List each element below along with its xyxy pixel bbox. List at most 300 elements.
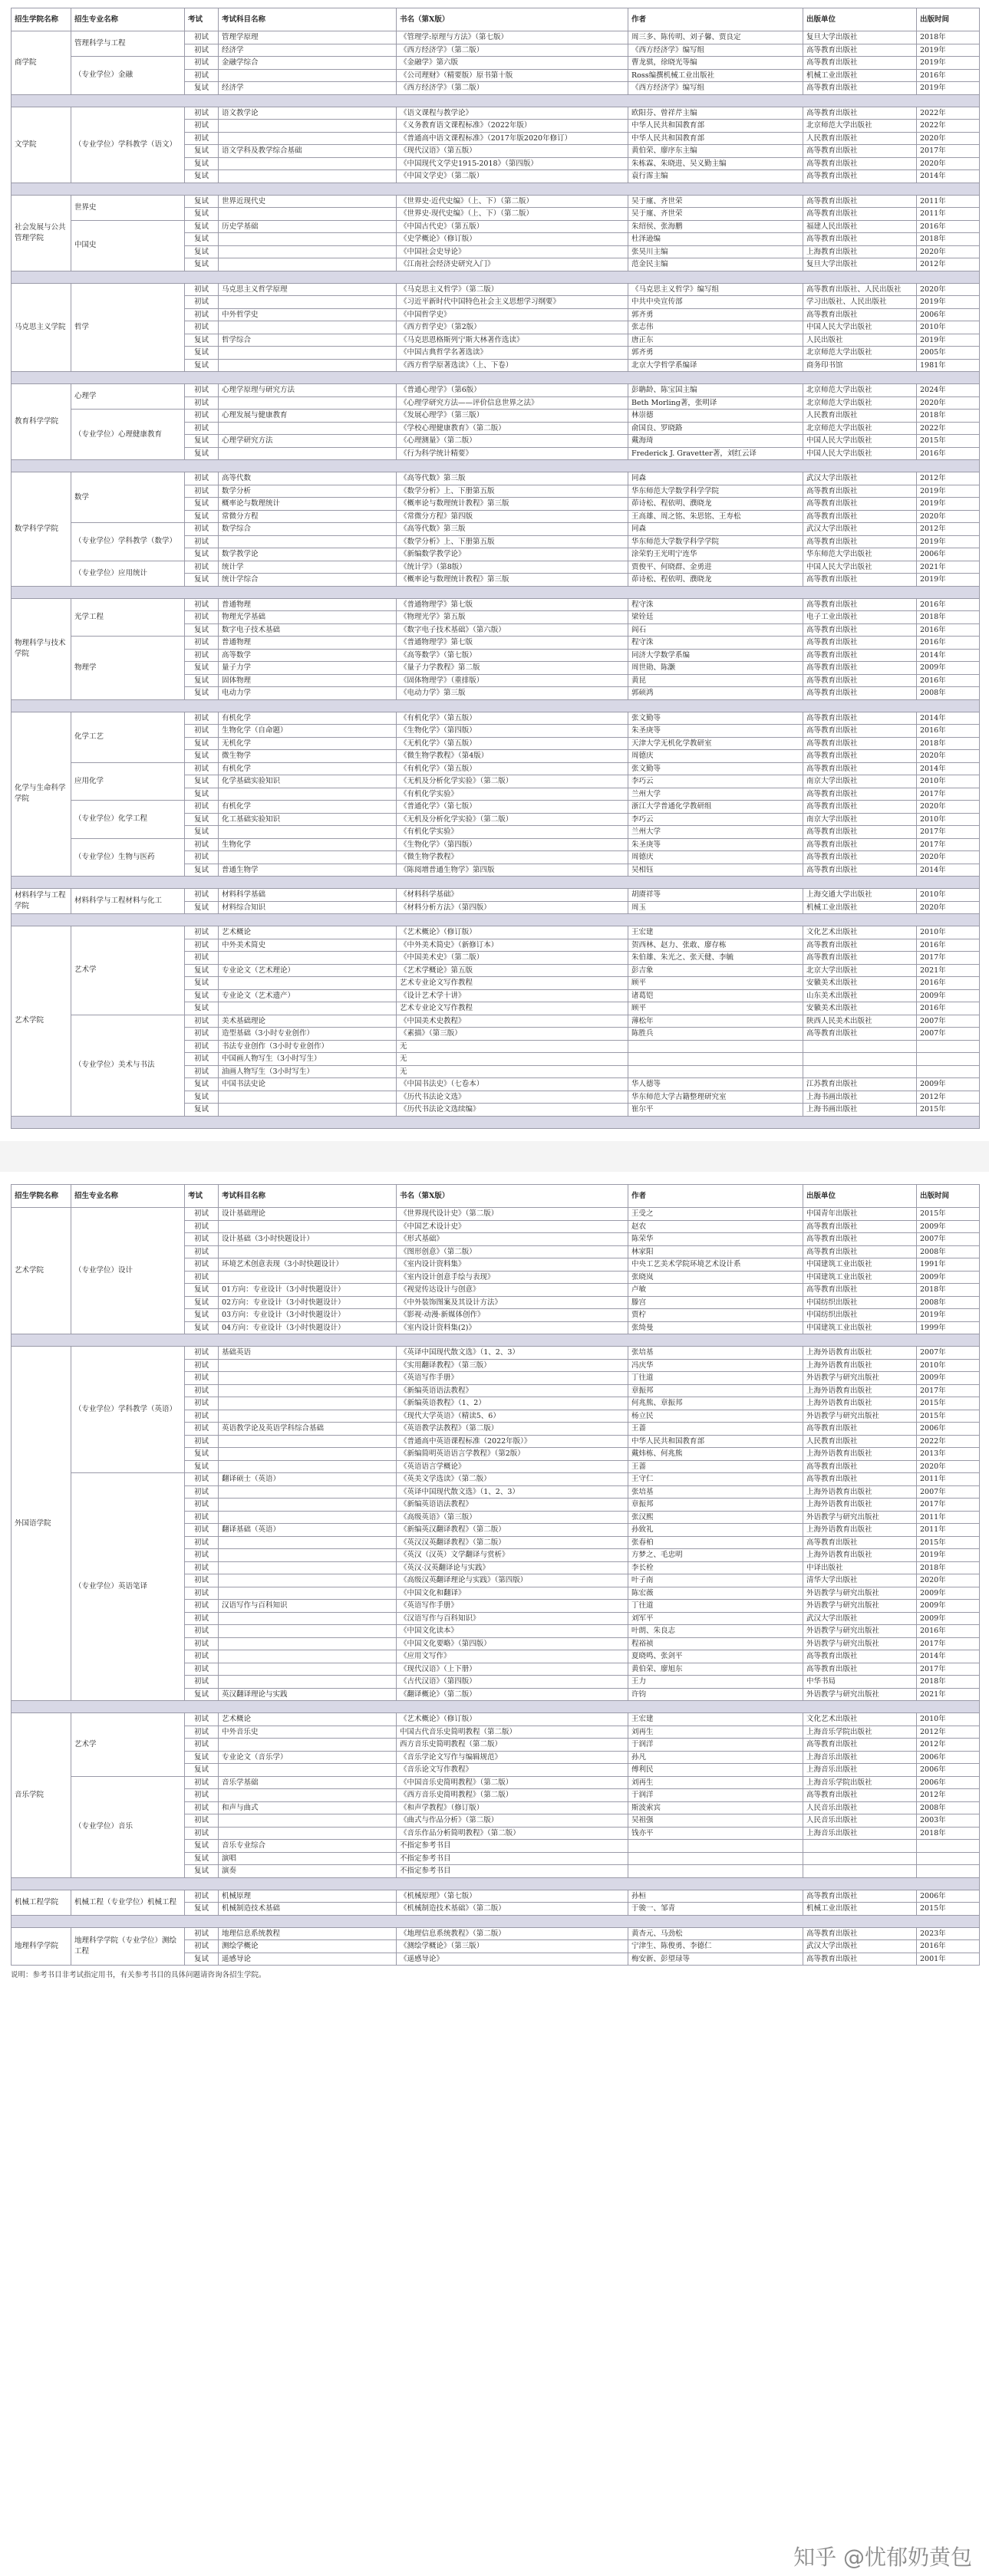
book-title: 《中国文化读本》	[397, 1625, 628, 1638]
publish-year: 2018年	[917, 611, 980, 624]
exam-type: 复试	[185, 170, 219, 183]
exam-type: 复试	[185, 1078, 219, 1091]
exam-type: 复试	[185, 82, 219, 95]
exam-type: 初试	[185, 1511, 219, 1524]
book-title: 《有机化学实验》	[397, 826, 628, 839]
exam-type: 复试	[185, 1751, 219, 1764]
publisher: 外语教学与研究出版社	[803, 1637, 917, 1650]
publisher: 高等教育出版社	[803, 674, 917, 687]
exam-type: 复试	[185, 1309, 219, 1322]
book-title: 西方音乐史简明教程（第二版）	[397, 1739, 628, 1752]
college-name: 外国语学院	[12, 1347, 71, 1701]
college-name: 物理科学与技术学院	[12, 598, 71, 699]
publisher: 高等教育出版社	[803, 737, 917, 750]
exam-type: 初试	[185, 107, 219, 120]
author: 何兆熊、章振邦	[628, 1397, 803, 1410]
publisher: 高等教育出版社	[803, 233, 917, 246]
exam-type: 初试	[185, 1927, 219, 1940]
author: 程守洙	[628, 598, 803, 611]
publish-year: 2018年	[917, 737, 980, 750]
exam-type: 初试	[185, 1650, 219, 1663]
publish-year: 2016年	[917, 637, 980, 650]
column-header: 书名（第X版）	[397, 8, 628, 31]
exam-type: 初试	[185, 69, 219, 82]
exam-type: 初试	[185, 1637, 219, 1650]
book-title: 《中国社会史导论》	[397, 245, 628, 258]
exam-type: 初试	[185, 1271, 219, 1284]
subject-name	[219, 1561, 397, 1574]
author: 于润洋	[628, 1739, 803, 1752]
author: 华东师范大学数学科学学院	[628, 535, 803, 548]
subject-name: 设计基础理论	[219, 1208, 397, 1221]
subject-name: 艺术概论	[219, 926, 397, 939]
publisher	[803, 1852, 917, 1865]
major-name: 物理学	[71, 637, 185, 700]
subject-name	[219, 1271, 397, 1284]
subject-name: 材料综合知识	[219, 901, 397, 914]
book-title: 《现代汉语》（上下册）	[397, 1663, 628, 1676]
book-title: 《心理学研究方法——评价信息世界之法》	[397, 396, 628, 410]
publish-year: 2008年	[917, 1245, 980, 1258]
book-title: 《无机及分析化学实验》（第二版）	[397, 813, 628, 826]
publisher: 复旦大学出版社	[803, 31, 917, 44]
major-name: （专业学位）设计	[71, 1208, 185, 1334]
publish-year: 2012年	[917, 1726, 980, 1739]
subject-name: 艺术概论	[219, 1713, 397, 1726]
book-title: 《学校心理健康教育》（第二版）	[397, 422, 628, 435]
publisher: 上海外语教育出版社	[803, 1347, 917, 1360]
publish-year: 2015年	[917, 435, 980, 448]
publish-year: 2017年	[917, 826, 980, 839]
publisher: 高等教育出版社	[803, 662, 917, 675]
publisher: 高等教育出版社	[803, 687, 917, 700]
table-row	[12, 838, 980, 851]
column-header: 招生专业名称	[71, 8, 185, 31]
book-title: 《常微分方程》第四版	[397, 510, 628, 523]
section-divider	[12, 1334, 980, 1347]
publisher: 高等教育出版社	[803, 801, 917, 814]
major-name: （专业学位）生物与医药	[71, 838, 185, 877]
book-title: 《数学分析》上、下册第五版	[397, 485, 628, 498]
subject-name	[219, 1574, 397, 1587]
exam-type: 初试	[185, 1359, 219, 1372]
book-title: 《高等代数》第三版	[397, 523, 628, 536]
author: 朱圣庚等	[628, 725, 803, 738]
exam-type: 初试	[185, 321, 219, 334]
book-title: 《机械制造技术基础》（第二版）	[397, 1903, 628, 1916]
publisher: 外语教学与研究出版社	[803, 1511, 917, 1524]
publish-year: 2023年	[917, 1927, 980, 1940]
exam-type: 初试	[185, 132, 219, 145]
table-row	[12, 1713, 980, 1726]
author: 李长栓	[628, 1561, 803, 1574]
author: 刘再生	[628, 1776, 803, 1789]
book-title: 《材料分析方法》（第四版）	[397, 901, 628, 914]
section-divider	[12, 1915, 980, 1927]
subject-name	[219, 1612, 397, 1625]
table-row	[12, 801, 980, 814]
publish-year: 1991年	[917, 1258, 980, 1272]
subject-name	[219, 826, 397, 839]
publisher: 高等教育出版社	[803, 308, 917, 321]
publisher: 高等教育出版社	[803, 1473, 917, 1486]
exam-type: 初试	[185, 1485, 219, 1499]
exam-type: 初试	[185, 952, 219, 965]
author: 张汉熙	[628, 1511, 803, 1524]
book-title: 《历代书法论文选》	[397, 1091, 628, 1104]
publisher: 外语教学与研究出版社	[803, 1600, 917, 1613]
book-title: 《中国古代史》（第五版）	[397, 220, 628, 233]
major-name: 机械工程（专业学位）机械工程	[71, 1890, 185, 1915]
publisher: 武汉大学出版社	[803, 472, 917, 485]
subject-name: 历史学基础	[219, 220, 397, 233]
publish-year: 2016年	[917, 220, 980, 233]
book-title: 《普通物理学》第七版	[397, 598, 628, 611]
publish-year: 2016年	[917, 725, 980, 738]
exam-type: 初试	[185, 410, 219, 423]
author: 同森	[628, 472, 803, 485]
subject-name: 翻译硕士（英语）	[219, 1473, 397, 1486]
section-divider	[12, 586, 980, 598]
book-title: 《英语语言学概论》	[397, 1460, 628, 1473]
publish-year: 2016年	[917, 1625, 980, 1638]
subject-name: 普通生物学	[219, 864, 397, 877]
publisher: 高等教育出版社	[803, 57, 917, 70]
author: 丁往道	[628, 1372, 803, 1385]
exam-type: 初试	[185, 1814, 219, 1828]
subject-name: 普通物理	[219, 637, 397, 650]
publish-year: 2015年	[917, 1536, 980, 1549]
exam-type: 初试	[185, 485, 219, 498]
exam-type: 初试	[185, 1028, 219, 1041]
publish-year	[917, 1040, 980, 1053]
exam-type: 初试	[185, 283, 219, 296]
subject-name	[219, 1587, 397, 1600]
subject-name	[219, 1637, 397, 1650]
book-title: 无	[397, 1065, 628, 1078]
author: 黄昆	[628, 674, 803, 687]
author: 朱伯雄、朱光之、张天健、李毓	[628, 952, 803, 965]
subject-name: 机械制造技术基础	[219, 1903, 397, 1916]
book-title: 《室内设计资料集(2)》	[397, 1321, 628, 1334]
subject-name: 语文学科及教学综合基础	[219, 145, 397, 158]
book-title: 《英译中国现代散文选》（1、2、3）	[397, 1347, 628, 1360]
exam-type: 复试	[185, 145, 219, 158]
major-name: （专业学位）学科教学（语文）	[71, 107, 185, 183]
author: 兰州大学	[628, 826, 803, 839]
exam-type: 初试	[185, 422, 219, 435]
publisher: 高等教育出版社	[803, 498, 917, 511]
table-row	[12, 1015, 980, 1028]
exam-type: 初试	[185, 889, 219, 902]
major-name: 世界史	[71, 195, 185, 220]
book-title: 《陈阅增普通生物学》第四版	[397, 864, 628, 877]
exam-type: 复试	[185, 1764, 219, 1777]
exam-type: 复试	[185, 977, 219, 990]
subject-name: 英汉翻译理论与实践	[219, 1688, 397, 1701]
publish-year: 2009年	[917, 1220, 980, 1233]
author: 同济大学数学系编	[628, 649, 803, 662]
book-title: 《英汉汉英翻译教程》（第二版）	[397, 1536, 628, 1549]
subject-name: 数字电子技术基础	[219, 623, 397, 637]
publish-year: 2008年	[917, 1801, 980, 1814]
publish-year: 2020年	[917, 283, 980, 296]
book-title: 《音乐论文写作教程》	[397, 1764, 628, 1777]
subject-name: 基础英语	[219, 1347, 397, 1360]
publisher: 人民教育出版社	[803, 132, 917, 145]
publish-year: 2022年	[917, 1435, 980, 1448]
subject-name: 量子力学	[219, 662, 397, 675]
book-title: 《音乐作品分析简明教程》（第二版）	[397, 1827, 628, 1840]
book-title: 《高级英语》（第三版）	[397, 1511, 628, 1524]
college-name: 艺术学院	[12, 926, 71, 1117]
publisher: 高等教育出版社	[803, 851, 917, 864]
book-title: 《世界史·现代史编》（上、下）（第二版）	[397, 208, 628, 221]
publisher: 北京大学出版社	[803, 964, 917, 977]
publisher: 南京大学出版社	[803, 775, 917, 788]
author: 华东师范大学数学科学学院	[628, 485, 803, 498]
column-header: 考试科目名称	[219, 1185, 397, 1208]
book-title: 《高等代数》第三版	[397, 472, 628, 485]
exam-type: 初试	[185, 649, 219, 662]
subject-name	[219, 233, 397, 246]
publish-year: 2014年	[917, 864, 980, 877]
reference-table	[11, 1184, 980, 1966]
subject-name: 演唱	[219, 1852, 397, 1865]
table-row	[12, 1776, 980, 1789]
author: 周三多、陈传明、刘子馨、贾良定	[628, 31, 803, 44]
publish-year: 2016年	[917, 623, 980, 637]
subject-name: 数学综合	[219, 523, 397, 536]
publisher: 高等教育出版社	[803, 195, 917, 208]
major-name: 应用化学	[71, 762, 185, 801]
exam-type: 复试	[185, 864, 219, 877]
book-title: 《现代大学英语》（精读5、6）	[397, 1410, 628, 1423]
book-title: 《普通物理学》第七版	[397, 637, 628, 650]
exam-type: 复试	[185, 687, 219, 700]
subject-name: 微生物学	[219, 750, 397, 763]
exam-type: 复试	[185, 447, 219, 460]
book-title: 《形式基础》	[397, 1233, 628, 1246]
exam-type: 初试	[185, 1372, 219, 1385]
page-separator	[0, 1141, 989, 1172]
column-header: 招生学院名称	[12, 8, 71, 31]
subject-name: 书法专业创作（3小时专业创作）	[219, 1040, 397, 1053]
publisher: 高等教育出版社	[803, 574, 917, 587]
book-title: 《心理测量》（第二版）	[397, 435, 628, 448]
college-name: 文学院	[12, 107, 71, 183]
author: 茆诗松、程依明、濮晓龙	[628, 574, 803, 587]
section-divider	[12, 1116, 980, 1128]
subject-name: 音乐学基础	[219, 1776, 397, 1789]
author: 吴于廑、齐世荣	[628, 208, 803, 221]
exam-type: 初试	[185, 1347, 219, 1360]
section-divider	[12, 1877, 980, 1890]
author: 中华人民共和国教育部	[628, 1435, 803, 1448]
book-title: 《现代汉语》（第五版）	[397, 145, 628, 158]
subject-name	[219, 1384, 397, 1397]
book-title: 《中外装饰图案及其设计方法》	[397, 1296, 628, 1309]
book-title: 《概率论与数理统计教程》第三版	[397, 574, 628, 587]
author: 诸葛铠	[628, 989, 803, 1002]
publish-year: 2011年	[917, 208, 980, 221]
book-title: 《新编英语语法教程》	[397, 1499, 628, 1512]
exam-type: 初试	[185, 1536, 219, 1549]
publish-year: 2015年	[917, 1208, 980, 1221]
book-title: 《管理学:原理与方法》（第七版）	[397, 31, 628, 44]
publish-year: 2019年	[917, 574, 980, 587]
book-title: 《英汉·汉英翻译论与实践》	[397, 1561, 628, 1574]
publisher: 高等教育出版社	[803, 1245, 917, 1258]
publish-year: 2019年	[917, 334, 980, 347]
major-name: （专业学位）金融	[71, 57, 185, 95]
publish-year: 2022年	[917, 120, 980, 133]
publish-year: 2018年	[917, 1676, 980, 1689]
author: 《马克思主义哲学》编写组	[628, 283, 803, 296]
publish-year: 2005年	[917, 347, 980, 360]
book-title: 《新编英语教程》（1、2）	[397, 1397, 628, 1410]
author: 陈胜兵	[628, 1028, 803, 1041]
publisher: 高等教育出版社	[803, 1460, 917, 1473]
exam-type: 初试	[185, 1612, 219, 1625]
publish-year: 2019年	[917, 485, 980, 498]
author: 章振邦	[628, 1499, 803, 1512]
exam-type: 初试	[185, 1940, 219, 1953]
author	[628, 1840, 803, 1853]
book-title: 《普通高中英语课程标准（2022年版）》	[397, 1435, 628, 1448]
subject-name	[219, 1435, 397, 1448]
publish-year: 2022年	[917, 107, 980, 120]
subject-name	[219, 1814, 397, 1828]
book-title: 艺术专业论文写作教程	[397, 977, 628, 990]
column-header: 作者	[628, 8, 803, 31]
exam-type: 复试	[185, 1296, 219, 1309]
exam-type: 初试	[185, 31, 219, 44]
author: 欧阳芬、曾祥芹主编	[628, 107, 803, 120]
publish-year: 2016年	[917, 1002, 980, 1015]
subject-name	[219, 851, 397, 864]
publisher: 高等教育出版社	[803, 1953, 917, 1966]
book-title: 《英语教学法教程》（第二版）	[397, 1423, 628, 1436]
publisher: 中国建筑工业出版社	[803, 1321, 917, 1334]
major-name: （专业学位）应用统计	[71, 561, 185, 586]
author: 胡赓祥等	[628, 889, 803, 902]
section-divider	[12, 372, 980, 384]
subject-name: 高等代数	[219, 472, 397, 485]
book-title: 《艺术概论》（修订版）	[397, 926, 628, 939]
author: 赵农	[628, 1220, 803, 1233]
major-name: 艺术学	[71, 926, 185, 1015]
publish-year: 2012年	[917, 472, 980, 485]
publish-year: 2017年	[917, 952, 980, 965]
subject-name	[219, 396, 397, 410]
column-header: 出版时间	[917, 8, 980, 31]
publisher: 山东美术出版社	[803, 989, 917, 1002]
subject-name	[219, 1827, 397, 1840]
book-title: 《图形创意》（第二版）	[397, 1245, 628, 1258]
publisher: 上海音乐学院出版社	[803, 1726, 917, 1739]
exam-type: 初试	[185, 1384, 219, 1397]
publisher: 清华大学出版社	[803, 1574, 917, 1587]
author: 浙江大学普通化学教研组	[628, 801, 803, 814]
publisher: 高等教育出版社	[803, 510, 917, 523]
publisher: 北京师范大学出版社	[803, 120, 917, 133]
author: 薄松年	[628, 1015, 803, 1028]
exam-type: 复试	[185, 813, 219, 826]
author: 斯波索宾	[628, 1801, 803, 1814]
publisher: 高等教育出版社	[803, 82, 917, 95]
publish-year: 2011年	[917, 195, 980, 208]
author: 周世勋、陈灏	[628, 662, 803, 675]
exam-type: 复试	[185, 1852, 219, 1865]
exam-type: 初试	[185, 472, 219, 485]
publish-year: 2010年	[917, 1713, 980, 1726]
publish-year: 2014年	[917, 762, 980, 775]
subject-name: 物理光学基础	[219, 611, 397, 624]
publisher: 陕西人民美术出版社	[803, 1015, 917, 1028]
book-title: 《马克思主义哲学》（第二版）	[397, 283, 628, 296]
publish-year: 2010年	[917, 775, 980, 788]
book-title: 《中国文学史》（第二版）	[397, 170, 628, 183]
author: 张培基	[628, 1347, 803, 1360]
major-name: 艺术学	[71, 1713, 185, 1777]
subject-name: 03方向：专业设计（3小时快题设计）	[219, 1309, 397, 1322]
subject-name: 演奏	[219, 1865, 397, 1878]
publisher: 福建人民出版社	[803, 220, 917, 233]
publisher: 北京师范大学出版社	[803, 422, 917, 435]
author: 同森	[628, 523, 803, 536]
book-title: 《生物化学》（第四版）	[397, 725, 628, 738]
publisher: 人民音乐出版社	[803, 1814, 917, 1828]
book-title: 《无机化学》（第五版）	[397, 737, 628, 750]
author: Beth Morling著，张明译	[628, 396, 803, 410]
publisher: 中国建筑工业出版社	[803, 1258, 917, 1272]
publish-year: 2015年	[917, 1104, 980, 1117]
publish-year: 2009年	[917, 1587, 980, 1600]
publisher: 上海外语教育出版社	[803, 1549, 917, 1562]
publish-year: 2011年	[917, 1511, 980, 1524]
publish-year: 2018年	[917, 233, 980, 246]
publisher: 高等教育出版社	[803, 1927, 917, 1940]
exam-type: 初试	[185, 1587, 219, 1600]
author: 周德庆	[628, 750, 803, 763]
publisher: 高等教育出版社	[803, 170, 917, 183]
exam-type: 初试	[185, 1890, 219, 1903]
publish-year: 2019年	[917, 1549, 980, 1562]
subject-name: 和声与曲式	[219, 1801, 397, 1814]
book-title: 《高等数学》（第七版）	[397, 649, 628, 662]
publisher: 中国建筑工业出版社	[803, 1271, 917, 1284]
subject-name: 统计学综合	[219, 574, 397, 587]
column-header: 招生专业名称	[71, 1185, 185, 1208]
subject-name	[219, 1359, 397, 1372]
author: 程守洙	[628, 637, 803, 650]
exam-type: 复试	[185, 750, 219, 763]
publisher: 江苏教育出版社	[803, 1078, 917, 1091]
exam-type: 复试	[185, 233, 219, 246]
publisher: 高等教育出版社	[803, 637, 917, 650]
major-name: 哲学	[71, 283, 185, 372]
author: 朱栋霖、朱晓进、吴义勤主编	[628, 157, 803, 170]
author: 傅利民	[628, 1764, 803, 1777]
author: 阎石	[628, 623, 803, 637]
book-title: 《艺术概论》（修订版）	[397, 1713, 628, 1726]
publish-year: 2007年	[917, 1233, 980, 1246]
exam-type: 复试	[185, 737, 219, 750]
author: 钱亦平	[628, 1827, 803, 1840]
publish-year: 2021年	[917, 964, 980, 977]
major-name: （专业学位）美术与书法	[71, 1015, 185, 1116]
